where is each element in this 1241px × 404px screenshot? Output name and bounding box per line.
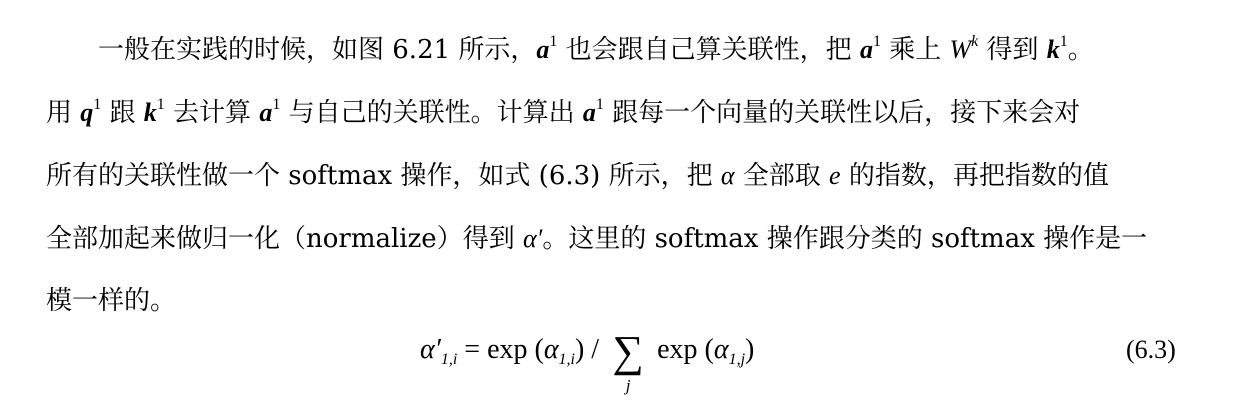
- eq-text: = exp (: [457, 334, 544, 365]
- matrix-wk: $W^k$: [949, 33, 979, 64]
- text-run: 得到: [978, 35, 1047, 65]
- eq-text: exp (: [650, 334, 714, 365]
- text-run: 所有的关联性做一个 softmax 操作，如式 (6.3) 所示，把: [46, 161, 721, 191]
- sum-operator: ∑ j: [612, 326, 644, 395]
- text-run: 。这里的 softmax 操作跟分类的 softmax 操作是一: [542, 224, 1148, 254]
- vector-a1: $a^1$: [582, 96, 604, 127]
- vector-a1: $a^1$: [536, 33, 558, 64]
- vector-k1: $k^1$: [143, 96, 165, 127]
- paragraph-line-2: [46, 81, 1186, 144]
- text-run: 用: [46, 98, 81, 128]
- equation-6-3: [420, 326, 755, 395]
- body-paragraph: [46, 18, 1186, 333]
- text-run: 跟: [101, 98, 144, 128]
- text-run: 。: [1067, 35, 1094, 65]
- text-run: 也会跟自己算关联性，把: [557, 35, 860, 65]
- eq-text: ): [745, 334, 755, 365]
- text-run: 的指数，再把指数的值: [840, 161, 1109, 191]
- symbol-e: e: [829, 161, 841, 190]
- eq-lhs: $\alpha'_{1,i}$: [420, 334, 458, 368]
- paragraph-line-4: [46, 207, 1186, 270]
- paragraph-line-3: [46, 144, 1186, 207]
- vector-a1: $a^1$: [259, 96, 281, 127]
- text-run: 全部加起来做归一化（normalize）得到: [46, 224, 523, 254]
- text-run: 全部取: [734, 161, 830, 191]
- vector-q1: $q^1$: [80, 96, 102, 127]
- text-run: 去计算: [164, 98, 260, 128]
- text-run: 乘上: [880, 35, 950, 65]
- text-run: 模一样的。: [46, 286, 177, 316]
- eq-text: ) /: [574, 334, 607, 365]
- eq-alpha: $\alpha_{1,j}$: [713, 334, 746, 368]
- paragraph-line-1: [46, 18, 1186, 81]
- text-run: 跟每一个向量的关联性以后，接下来会对: [603, 98, 1081, 128]
- text-run: 一般在实践的时候，如图 6.21 所示，: [98, 35, 537, 65]
- vector-k1: $k^1$: [1046, 33, 1068, 64]
- eq-alpha: $\alpha_{1,i}$: [543, 334, 575, 368]
- symbol-alpha: α: [720, 161, 735, 190]
- equation-number: (6.3): [1126, 335, 1176, 364]
- vector-a1: $a^1$: [859, 33, 881, 64]
- symbol-alpha-prime: α′: [522, 224, 543, 253]
- paragraph-line-5: [46, 270, 1186, 333]
- text-run: 与自己的关联性。计算出: [280, 98, 583, 128]
